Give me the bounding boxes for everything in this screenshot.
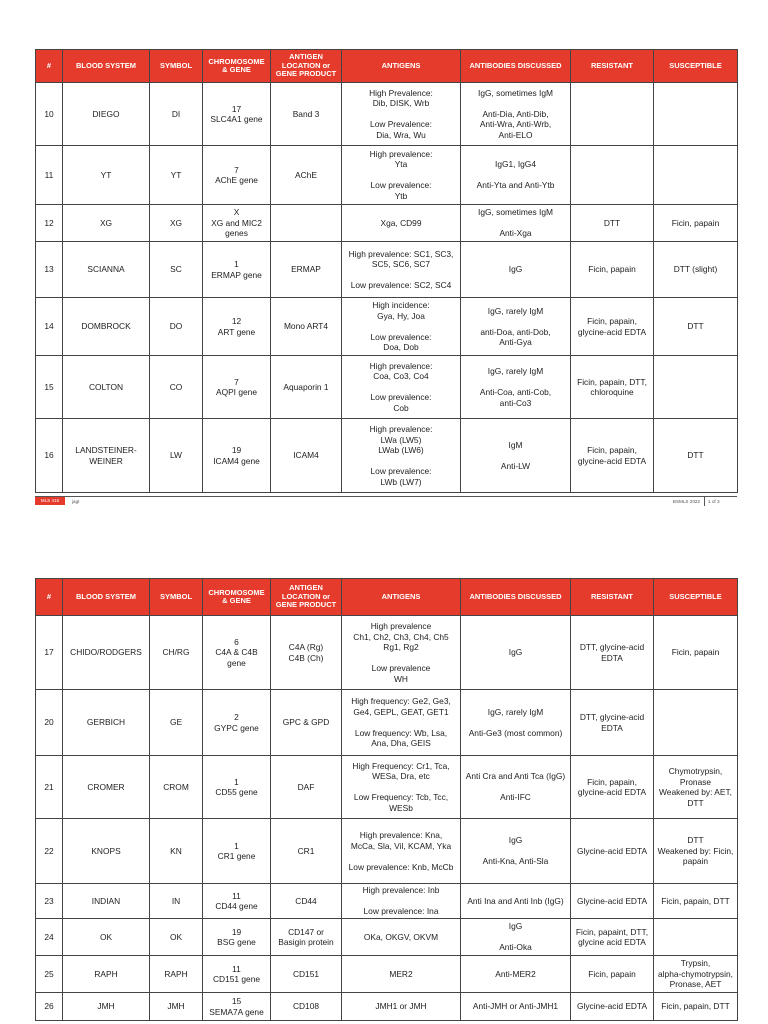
susceptible bbox=[654, 919, 738, 956]
header-resistant: RESISTANT bbox=[571, 579, 654, 616]
antigen-location: Aquaporin 1 bbox=[271, 356, 342, 419]
header-antigens: ANTIGENS bbox=[342, 579, 461, 616]
row-number: 24 bbox=[36, 919, 63, 956]
blood-system-name: OK bbox=[63, 919, 150, 956]
table-row bbox=[36, 919, 738, 956]
antigen-location: GPC & GPD bbox=[271, 690, 342, 756]
footer-author: jagt bbox=[72, 499, 80, 504]
blood-system-name: CROMER bbox=[63, 756, 150, 819]
resistant: DTT, glycine-acid EDTA bbox=[571, 616, 654, 690]
antigens: High prevalence: Yta Low prevalence: Ytb bbox=[342, 146, 461, 205]
page-number: 1 of 3 bbox=[708, 499, 720, 504]
antibodies: IgG bbox=[461, 616, 571, 690]
antigen-location: CD44 bbox=[271, 884, 342, 919]
symbol: DI bbox=[150, 83, 203, 146]
antigens: High incidence: Gya, Hy, Joa Low prevalence: Doa, Dob bbox=[342, 298, 461, 356]
blood-system-name: COLTON bbox=[63, 356, 150, 419]
table-row bbox=[36, 956, 738, 993]
blood-system-name: JMH bbox=[63, 993, 150, 1021]
header-resistant: RESISTANT bbox=[571, 50, 654, 83]
antibodies: IgG Anti-Oka bbox=[461, 919, 571, 956]
header-antibodies: ANTIBODIES DISCUSSED bbox=[461, 579, 571, 616]
antigen-location: Mono ART4 bbox=[271, 298, 342, 356]
susceptible bbox=[654, 356, 738, 419]
symbol: DO bbox=[150, 298, 203, 356]
resistant: Ficin, papain, DTT, chloroquine bbox=[571, 356, 654, 419]
resistant: Ficin, papain bbox=[571, 242, 654, 298]
susceptible: Chymotrypsin, Pronase Weakened by: AET, DTT bbox=[654, 756, 738, 819]
susceptible: Ficin, papain, DTT bbox=[654, 993, 738, 1021]
resistant: Glycine-acid EDTA bbox=[571, 993, 654, 1021]
header-row bbox=[36, 579, 738, 616]
antibodies: IgG, rarely IgM Anti-Coa, anti-Cob, anti-Co3 bbox=[461, 356, 571, 419]
header-symbol: SYMBOL bbox=[150, 579, 203, 616]
blood-systems-table bbox=[35, 49, 738, 493]
row-number: 11 bbox=[36, 146, 63, 205]
row-number: 13 bbox=[36, 242, 63, 298]
header-antigen-location: ANTIGEN LOCATION or GENE PRODUCT bbox=[271, 50, 342, 83]
blood-systems-table bbox=[35, 578, 738, 1021]
row-number: 16 bbox=[36, 419, 63, 493]
resistant: Ficin, papain, glycine-acid EDTA bbox=[571, 756, 654, 819]
row-number: 14 bbox=[36, 298, 63, 356]
symbol: CROM bbox=[150, 756, 203, 819]
susceptible: DTT Weakened by: Ficin, papain bbox=[654, 819, 738, 884]
resistant: DTT, glycine-acid EDTA bbox=[571, 690, 654, 756]
susceptible: Trypsin, alpha-chymotrypsin, Pronase, AET bbox=[654, 956, 738, 993]
antigen-location: C4A (Rg) C4B (Ch) bbox=[271, 616, 342, 690]
symbol: CH/RG bbox=[150, 616, 203, 690]
table-row bbox=[36, 298, 738, 356]
antigen-location: ICAM4 bbox=[271, 419, 342, 493]
antigen-location: CD108 bbox=[271, 993, 342, 1021]
susceptible: DTT bbox=[654, 298, 738, 356]
antigens: High Frequency: Cr1, Tca, WESa, Dra, etc Low Frequency: Tcb, Tcc, WESb bbox=[342, 756, 461, 819]
header-number: # bbox=[36, 579, 63, 616]
resistant: Ficin, papain, glycine-acid EDTA bbox=[571, 419, 654, 493]
chromosome-gene: 17 SLC4A1 gene bbox=[203, 83, 271, 146]
table-row bbox=[36, 819, 738, 884]
antibodies: IgG, sometimes IgM Anti-Xga bbox=[461, 205, 571, 242]
antigens: MER2 bbox=[342, 956, 461, 993]
row-number: 25 bbox=[36, 956, 63, 993]
blood-system-name: DIEGO bbox=[63, 83, 150, 146]
header-blood-system: BLOOD SYSTEM bbox=[63, 579, 150, 616]
susceptible: Ficin, papain, DTT bbox=[654, 884, 738, 919]
antibodies: IgG, rarely IgM anti-Doa, anti-Dob, Anti-Gya bbox=[461, 298, 571, 356]
antigen-location: DAF bbox=[271, 756, 342, 819]
antigen-location: Band 3 bbox=[271, 83, 342, 146]
table-row bbox=[36, 205, 738, 242]
chromosome-gene: 19 BSG gene bbox=[203, 919, 271, 956]
symbol: OK bbox=[150, 919, 203, 956]
chromosome-gene: 11 CD151 gene bbox=[203, 956, 271, 993]
row-number: 21 bbox=[36, 756, 63, 819]
symbol: GE bbox=[150, 690, 203, 756]
table-row bbox=[36, 884, 738, 919]
blood-system-name: XG bbox=[63, 205, 150, 242]
header-row bbox=[36, 50, 738, 83]
antigen-location: ERMAP bbox=[271, 242, 342, 298]
chromosome-gene: 6 C4A & C4B gene bbox=[203, 616, 271, 690]
resistant bbox=[571, 83, 654, 146]
resistant: Ficin, papain bbox=[571, 956, 654, 993]
symbol: LW bbox=[150, 419, 203, 493]
antibodies: IgM Anti-LW bbox=[461, 419, 571, 493]
antigen-location: CD147 or Basigin protein bbox=[271, 919, 342, 956]
symbol: XG bbox=[150, 205, 203, 242]
blood-system-name: GERBICH bbox=[63, 690, 150, 756]
table-row bbox=[36, 83, 738, 146]
header-susceptible: SUSCEPTIBLE bbox=[654, 579, 738, 616]
table-row bbox=[36, 993, 738, 1021]
header-chromosome-gene: CHROMOSOME & GENE bbox=[203, 50, 271, 83]
antibodies: IgG1, IgG4 Anti-Yta and Anti-Ytb bbox=[461, 146, 571, 205]
resistant: Ficin, papaint, DTT, glycine acid EDTA bbox=[571, 919, 654, 956]
antigens: High frequency: Ge2, Ge3, Ge4, GEPL, GEAT, GET1 Low frequency: Wb, Lsa, Ana, Dha, GEIS bbox=[342, 690, 461, 756]
table-row bbox=[36, 146, 738, 205]
table-row bbox=[36, 756, 738, 819]
susceptible bbox=[654, 83, 738, 146]
susceptible: DTT bbox=[654, 419, 738, 493]
antigen-location bbox=[271, 205, 342, 242]
header-antigen-location: ANTIGEN LOCATION or GENE PRODUCT bbox=[271, 579, 342, 616]
antibodies: IgG Anti-Kna, Anti-Sla bbox=[461, 819, 571, 884]
symbol: RAPH bbox=[150, 956, 203, 993]
resistant: Glycine-acid EDTA bbox=[571, 884, 654, 919]
blood-system-name: LANDSTEINER- WEINER bbox=[63, 419, 150, 493]
susceptible: Ficin, papain bbox=[654, 205, 738, 242]
antigen-location: AChE bbox=[271, 146, 342, 205]
antigens: High prevalence: Inb Low prevalence: Ina bbox=[342, 884, 461, 919]
resistant: Ficin, papain, glycine-acid EDTA bbox=[571, 298, 654, 356]
antibodies: Anti Cra and Anti Tca (IgG) Anti-IFC bbox=[461, 756, 571, 819]
blood-system-name: DOMBROCK bbox=[63, 298, 150, 356]
chromosome-gene: 2 GYPC gene bbox=[203, 690, 271, 756]
row-number: 17 bbox=[36, 616, 63, 690]
course-code: MLS 416 bbox=[40, 498, 60, 503]
header-susceptible: SUSCEPTIBLE bbox=[654, 50, 738, 83]
chromosome-gene: 15 SEMA7A gene bbox=[203, 993, 271, 1021]
header-antigens: ANTIGENS bbox=[342, 50, 461, 83]
row-number: 12 bbox=[36, 205, 63, 242]
chromosome-gene: 12 ART gene bbox=[203, 298, 271, 356]
blood-system-name: KNOPS bbox=[63, 819, 150, 884]
antigens: High Prevalence: Dib, DISK, Wrb Low Prevalence: Dia, Wra, Wu bbox=[342, 83, 461, 146]
antigens: OKa, OKGV, OKVM bbox=[342, 919, 461, 956]
antibodies: IgG, rarely IgM Anti-Ge3 (most common) bbox=[461, 690, 571, 756]
antigens: JMH1 or JMH bbox=[342, 993, 461, 1021]
chromosome-gene: X XG and MIC2 genes bbox=[203, 205, 271, 242]
row-number: 20 bbox=[36, 690, 63, 756]
course-tag bbox=[35, 497, 65, 505]
footer-separator bbox=[704, 497, 705, 506]
row-number: 10 bbox=[36, 83, 63, 146]
antigens: High prevalence: LWa (LW5) LWab (LW6) Low prevalence: LWb (LW7) bbox=[342, 419, 461, 493]
antibodies: Anti-JMH or Anti-JMH1 bbox=[461, 993, 571, 1021]
antibodies: Anti-MER2 bbox=[461, 956, 571, 993]
susceptible: Ficin, papain bbox=[654, 616, 738, 690]
susceptible bbox=[654, 146, 738, 205]
antigens: High prevalence: Kna, McCa, Sla, Vil, KCAM, Yka Low prevalence: Knb, McCb bbox=[342, 819, 461, 884]
symbol: JMH bbox=[150, 993, 203, 1021]
antigens: Xga, CD99 bbox=[342, 205, 461, 242]
chromosome-gene: 7 AQPI gene bbox=[203, 356, 271, 419]
header-antibodies: ANTIBODIES DISCUSSED bbox=[461, 50, 571, 83]
header-symbol: SYMBOL bbox=[150, 50, 203, 83]
table-row bbox=[36, 616, 738, 690]
blood-system-name: INDIAN bbox=[63, 884, 150, 919]
antibodies: IgG bbox=[461, 242, 571, 298]
header-chromosome-gene: CHROMOSOME & GENE bbox=[203, 579, 271, 616]
chromosome-gene: 19 ICAM4 gene bbox=[203, 419, 271, 493]
antigens: High prevalence: SC1, SC3, SC5, SC6, SC7 Low prevalence: SC2, SC4 bbox=[342, 242, 461, 298]
antibodies: IgG, sometimes IgM Anti-Dia, Anti-Dib, Anti-Wra, Anti-Wrb, Anti-ELO bbox=[461, 83, 571, 146]
table-row bbox=[36, 242, 738, 298]
table-row bbox=[36, 356, 738, 419]
blood-system-name: YT bbox=[63, 146, 150, 205]
blood-system-name: SCIANNA bbox=[63, 242, 150, 298]
footer-rule bbox=[35, 496, 737, 497]
row-number: 15 bbox=[36, 356, 63, 419]
antigen-location: CD151 bbox=[271, 956, 342, 993]
chromosome-gene: 1 CR1 gene bbox=[203, 819, 271, 884]
row-number: 23 bbox=[36, 884, 63, 919]
resistant: DTT bbox=[571, 205, 654, 242]
symbol: CO bbox=[150, 356, 203, 419]
symbol: YT bbox=[150, 146, 203, 205]
antigens: High prevalence: Coa, Co3, Co4 Low prevalence: Cob bbox=[342, 356, 461, 419]
symbol: SC bbox=[150, 242, 203, 298]
blood-system-name: CHIDO/RODGERS bbox=[63, 616, 150, 690]
resistant: Glycine-acid EDTA bbox=[571, 819, 654, 884]
symbol: IN bbox=[150, 884, 203, 919]
chromosome-gene: 1 CD55 gene bbox=[203, 756, 271, 819]
row-number: 26 bbox=[36, 993, 63, 1021]
table-row bbox=[36, 690, 738, 756]
susceptible bbox=[654, 690, 738, 756]
header-blood-system: BLOOD SYSTEM bbox=[63, 50, 150, 83]
chromosome-gene: 11 CD44 gene bbox=[203, 884, 271, 919]
chromosome-gene: 7 AChE gene bbox=[203, 146, 271, 205]
table-row bbox=[36, 419, 738, 493]
antibodies: Anti Ina and Anti Inb (IgG) bbox=[461, 884, 571, 919]
susceptible: DTT (slight) bbox=[654, 242, 738, 298]
resistant bbox=[571, 146, 654, 205]
blood-system-name: RAPH bbox=[63, 956, 150, 993]
chromosome-gene: 1 ERMAP gene bbox=[203, 242, 271, 298]
antigen-location: CR1 bbox=[271, 819, 342, 884]
row-number: 22 bbox=[36, 819, 63, 884]
header-number: # bbox=[36, 50, 63, 83]
symbol: KN bbox=[150, 819, 203, 884]
footer-program: BSMLS 2022 bbox=[672, 499, 700, 504]
antigens: High prevalence Ch1, Ch2, Ch3, Ch4, Ch5 Rg1, Rg2 Low prevalence WH bbox=[342, 616, 461, 690]
